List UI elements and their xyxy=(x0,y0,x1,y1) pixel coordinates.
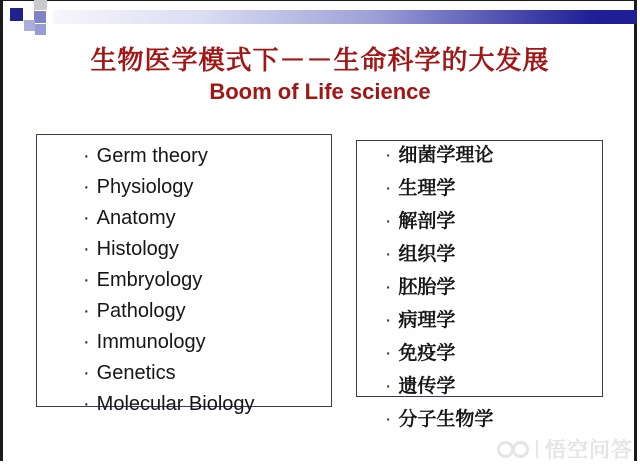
list-item xyxy=(385,337,602,370)
list-item xyxy=(83,203,331,234)
list-item xyxy=(385,139,602,172)
bullet-dot: · xyxy=(385,343,392,364)
list-item xyxy=(385,172,602,205)
list-item-label: 细菌学理论 xyxy=(398,145,494,166)
watermark-goggles-icon xyxy=(497,441,529,458)
list-item-label: Germ theory xyxy=(96,145,208,167)
list-item-label: 免疫学 xyxy=(398,343,456,364)
list-item xyxy=(385,403,602,436)
bullet-dot: · xyxy=(385,376,392,397)
list-item-label: Histology xyxy=(96,238,179,260)
title-chinese: 生物医学模式下－－生命科学的大发展 xyxy=(90,45,550,75)
list-item xyxy=(385,205,602,238)
list-item-label: 胚胎学 xyxy=(398,277,456,298)
left-list-box xyxy=(36,134,332,415)
list-item-label: 分子生物学 xyxy=(398,409,494,430)
list-item-label: Embryology xyxy=(96,269,203,291)
list-item xyxy=(83,234,331,265)
bullet-dot: · xyxy=(83,362,90,384)
list-item xyxy=(83,296,331,327)
bullet-dot: · xyxy=(83,269,90,291)
pixel-square-mid-purple xyxy=(35,24,46,35)
list-item xyxy=(385,304,602,337)
watermark xyxy=(497,434,633,464)
bullet-dot: · xyxy=(83,176,90,198)
bullet-dot: · xyxy=(83,393,90,415)
list-item-label: Genetics xyxy=(96,362,176,384)
bullet-dot: · xyxy=(385,277,392,298)
pixel-square-gray xyxy=(34,0,47,10)
bullet-dot: · xyxy=(385,244,392,265)
header-gradient-bar xyxy=(53,10,637,24)
list-item-label: 病理学 xyxy=(398,310,456,331)
list-item-label: 生理学 xyxy=(398,178,456,199)
list-item xyxy=(83,358,331,389)
list-item-label: Molecular Biology xyxy=(96,393,255,415)
watermark-label: 悟空问答 xyxy=(545,439,633,462)
bullet-dot: · xyxy=(83,238,90,260)
title-english: Boom of Life science xyxy=(209,79,431,104)
slide-title xyxy=(10,44,630,107)
list-item xyxy=(83,389,331,420)
english-discipline-list xyxy=(37,135,331,420)
pixel-square-navy xyxy=(10,8,23,21)
list-item-label: 组织学 xyxy=(398,244,456,265)
bullet-dot: · xyxy=(83,331,90,353)
watermark-divider xyxy=(536,440,538,458)
bullet-dot: · xyxy=(83,207,90,229)
list-item-label: Pathology xyxy=(96,300,186,322)
chinese-discipline-list xyxy=(357,139,602,436)
bullet-dot: · xyxy=(385,178,392,199)
list-item xyxy=(385,271,602,304)
list-item xyxy=(83,141,331,172)
bullet-dot: · xyxy=(83,145,90,167)
pixel-square-slate xyxy=(34,11,46,23)
list-item xyxy=(385,370,602,403)
list-item xyxy=(83,327,331,358)
list-item-label: 遗传学 xyxy=(398,376,456,397)
bullet-dot: · xyxy=(385,310,392,331)
bullet-dot: · xyxy=(385,409,392,430)
bullet-dot: · xyxy=(385,145,392,166)
pixel-square-light-purple xyxy=(24,20,35,31)
bullet-dot: · xyxy=(83,300,90,322)
list-item-label: 解剖学 xyxy=(398,211,456,232)
list-item-label: Physiology xyxy=(96,176,194,198)
list-item xyxy=(83,172,331,203)
list-item-label: Anatomy xyxy=(96,207,176,229)
list-item xyxy=(385,238,602,271)
right-list-box xyxy=(356,140,603,430)
list-item-label: Immunology xyxy=(96,331,206,353)
bullet-dot: · xyxy=(385,211,392,232)
list-item xyxy=(83,265,331,296)
